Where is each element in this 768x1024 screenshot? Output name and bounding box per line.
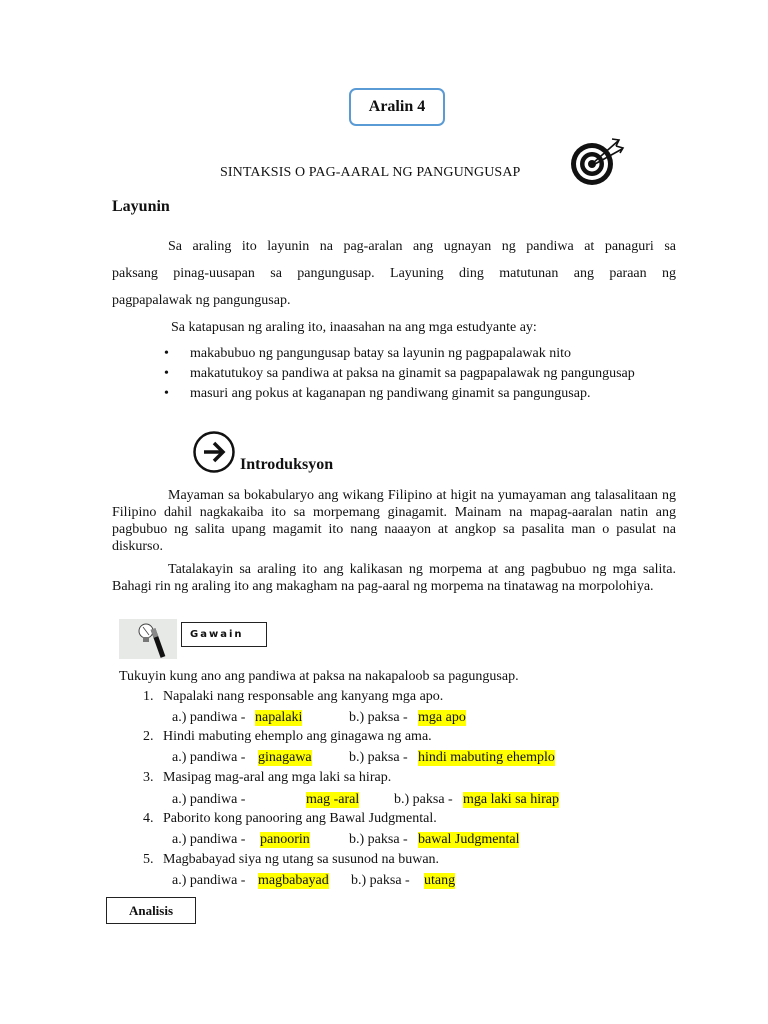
item-sentence: Masipag mag-aral ang mga laki sa hirap. (163, 770, 392, 785)
item-number: 3. (143, 770, 154, 785)
introduksyon-paragraph-1: Mayaman sa bokabularyo ang wikang Filipino at higit na yumayaman ang talasalitaan ng Filipino dahil nagkakaiba ito sa morpemang ginagamit. Mainam na mapag-aaralan natin ang pagbubuo ng salita upang magamit ito nang naaayon at angkop sa pasalita man o pasulat na diskurso. (112, 488, 676, 554)
introduksyon-heading: Introduksyon (240, 456, 334, 473)
item-number: 2. (143, 729, 154, 744)
arrow-right-circle-icon (191, 430, 237, 474)
layunin-paragraph (112, 233, 676, 314)
pandiwa-answer: napalaki (255, 710, 303, 725)
bullet-text: makabubuo ng pangungusap batay sa layunin ng pagpapalawak nito (190, 346, 572, 361)
paksa-answer: mga laki sa hirap (463, 792, 560, 807)
paksa-answer: bawal Judgmental (418, 832, 520, 847)
bullet-symbol: • (164, 386, 169, 401)
page-title: SINTAKSIS O PAG-AARAL NG PANGUNGUSAP (220, 165, 521, 180)
paksa-label: b.) paksa - (349, 710, 408, 725)
layunin-line-2: paksang pinag-uusapan sa pangungusap. Layuning ding matutunan ang paraan ng (112, 266, 676, 281)
layunin-line-3: pagpapalawak ng pangungusap. (112, 293, 291, 308)
pandiwa-label: a.) pandiwa - (172, 710, 246, 725)
pandiwa-answer: ginagawa (258, 750, 312, 765)
bullet-symbol: • (164, 346, 169, 361)
item-sentence: Napalaki nang responsable ang kanyang mga apo. (163, 689, 444, 704)
layunin-bullet-list (164, 345, 676, 405)
bullet-symbol: • (164, 366, 169, 381)
bullet-text: makatutukoy sa pandiwa at paksa na ginamit sa pagpapalawak ng pangungusap (190, 366, 635, 381)
paksa-label: b.) paksa - (349, 750, 408, 765)
lesson-label: Aralin 4 (349, 88, 445, 126)
layunin-intro: Sa katapusan ng araling ito, inaasahan na ang mga estudyante ay: (171, 320, 537, 335)
gawain-label: Gawain (181, 622, 267, 647)
pandiwa-answer: panoorin (260, 832, 310, 847)
layunin-heading: Layunin (112, 198, 170, 215)
pandiwa-label: a.) pandiwa - (172, 832, 246, 847)
paksa-answer: utang (424, 873, 456, 888)
lightbulb-pen-icon (119, 619, 177, 659)
pandiwa-label: a.) pandiwa - (172, 792, 246, 807)
pandiwa-answer: mag -aral (306, 792, 360, 807)
paksa-label: b.) paksa - (394, 792, 453, 807)
introduksyon-paragraph-2: Tatalakayin sa araling ito ang kalikasan ng morpema at ang pagbubuo ng mga salita. Bahagi rin ng araling ito ang makagham na pag-aaral ng morpema na tinatawag na morpolohiya. (112, 562, 676, 594)
layunin-line-1: Sa araling ito layunin na pag-aralan ang ugnayan ng pandiwa at panaguri sa (168, 239, 676, 254)
pandiwa-label: a.) pandiwa - (172, 750, 246, 765)
pandiwa-answer: magbabayad (258, 873, 329, 888)
item-number: 1. (143, 689, 154, 704)
item-number: 4. (143, 811, 154, 826)
bullet-text: masuri ang pokus at kaganapan ng pandiwang ginamit sa pangungusap. (190, 386, 591, 401)
paksa-label: b.) paksa - (349, 832, 408, 847)
item-sentence: Magbabayad siya ng utang sa susunod na buwan. (163, 852, 440, 867)
gawain-instruction: Tukuyin kung ano ang pandiwa at paksa na nakapaloob sa pagungusap. (119, 669, 519, 684)
pandiwa-label: a.) pandiwa - (172, 873, 246, 888)
item-number: 5. (143, 852, 154, 867)
paksa-answer: hindi mabuting ehemplo (418, 750, 555, 765)
analisis-label: Analisis (106, 897, 196, 924)
list-item (164, 385, 676, 402)
list-item (164, 345, 676, 362)
list-item (164, 365, 676, 382)
target-icon (566, 133, 626, 189)
paksa-label: b.) paksa - (351, 873, 410, 888)
item-sentence: Paborito kong panooring ang Bawal Judgmental. (163, 811, 437, 826)
paksa-answer: mga apo (418, 710, 466, 725)
item-sentence: Hindi mabuting ehemplo ang ginagawa ng ama. (163, 729, 432, 744)
